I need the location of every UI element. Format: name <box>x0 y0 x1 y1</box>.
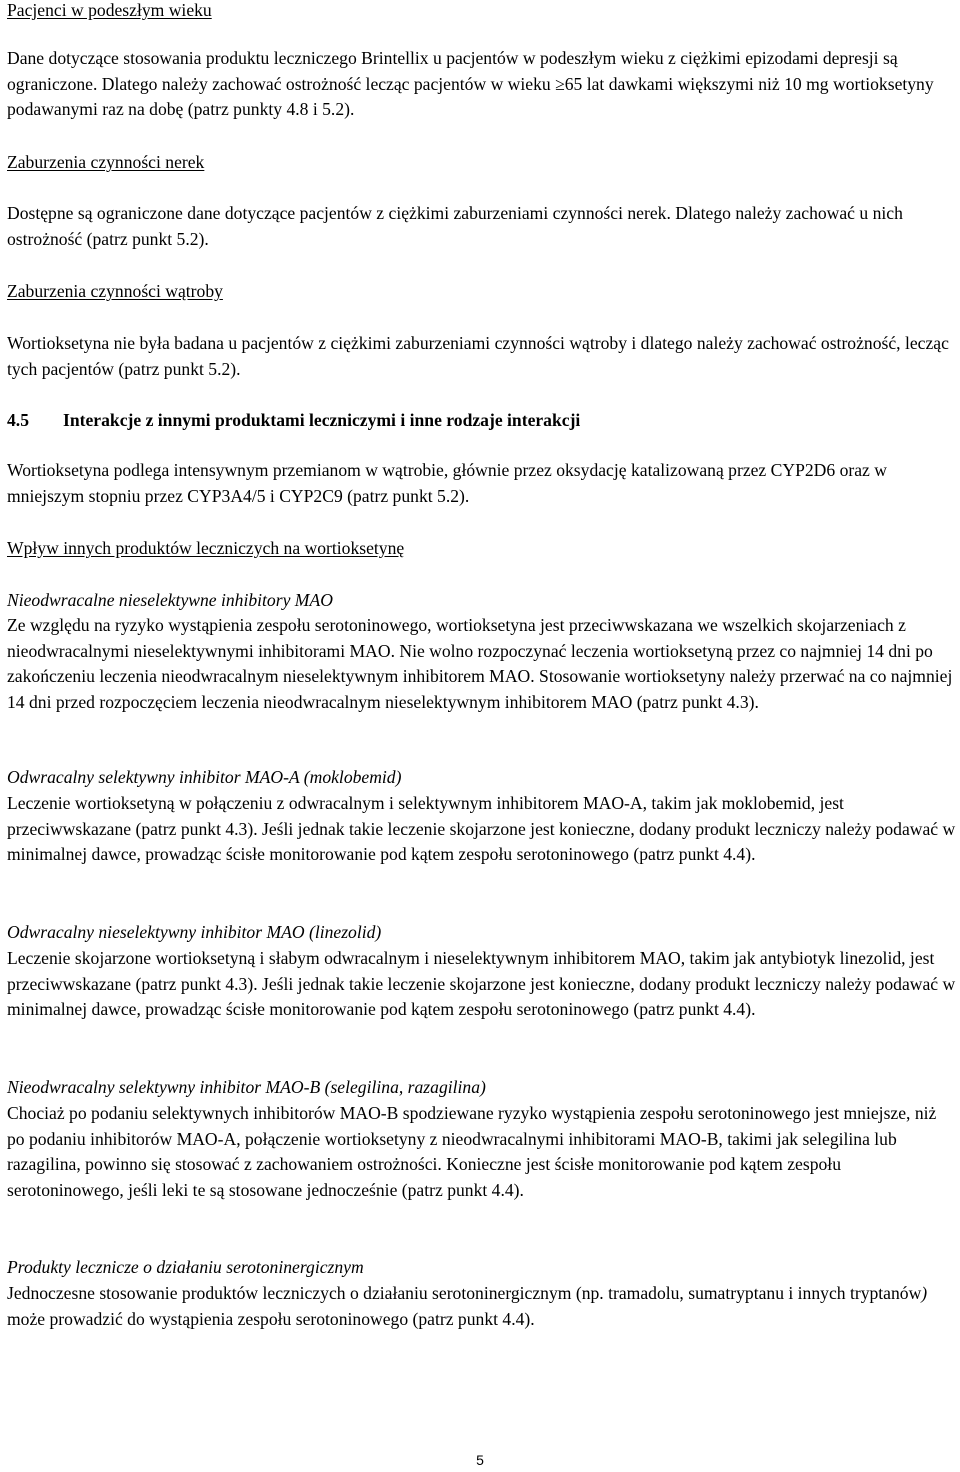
heading-mao-a: Odwracalny selektywny inhibitor MAO-A (moklobemid) <box>7 767 402 787</box>
paragraph-hepatic: Wortioksetyna nie była badana u pacjentów z ciężkimi zaburzeniami czynności wątroby i dlatego należy zachować ostrożność, lecząc tych pacjentów (patrz punkt 5.2). <box>7 333 949 379</box>
paragraph-serotonergic <box>7 1281 957 1332</box>
heading-renal: Zaburzenia czynności nerek <box>7 152 205 172</box>
paragraph-mao-linezolid: Leczenie skojarzone wortioksetyną i słabym odwracalnym i nieselektywnym inhibitorem MAO, takim jak antybiotyk linezolid, jest przeciwwskazane (patrz punkt 4.3). Jeśli jednak takie leczenie skojarzone jest konieczne, dodany produkt leczniczy należy podawać w minimalnej dawce, prowadząc ścisłe monitorowanie pod kątem zespołu serotoninowego (patrz punkt 4.4). <box>7 948 956 1019</box>
heading-influence: Wpływ innych produktów leczniczych na wortioksetynę <box>7 538 405 558</box>
paragraph-interactions: Wortioksetyna podlega intensywnym przemianom w wątrobie, głównie przez oksydację katalizowaną przez CYP2D6 oraz w mniejszym stopniu przez CYP3A4/5 i CYP2C9 (patrz punkt 5.2). <box>7 460 887 506</box>
heading-mao-b: Nieodwracalny selektywny inhibitor MAO-B (selegilina, razagilina) <box>7 1077 486 1097</box>
heading-mao-irreversible: Nieodwracalne nieselektywne inhibitory MAO <box>7 590 333 610</box>
serotonergic-text-italic: ) <box>921 1283 928 1303</box>
heading-serotonergic: Produkty lecznicze o działaniu serotoninergicznym <box>7 1257 364 1277</box>
paragraph-mao-a: Leczenie wortioksetyną w połączeniu z odwracalnym i selektywnym inhibitorem MAO-A, takim jak moklobemid, jest przeciwwskazane (patrz punkt 4.3). Jeśli jednak takie leczenie skojarzone jest konieczne, dodany produkt leczniczy należy podawać w minimalnej dawce, prowadząc ścisłe monitorowanie pod kątem zespołu serotoninowego (patrz punkt 4.4). <box>7 793 956 864</box>
heading-elderly: Pacjenci w podeszłym wieku <box>7 0 212 20</box>
serotonergic-text-start: Jednoczesne stosowanie produktów leczniczych o działaniu serotoninergicznym (np. tramadolu, sumatryptanu i innych tryptanów <box>7 1283 922 1303</box>
page-number: 5 <box>476 1452 484 1468</box>
paragraph-renal: Dostępne są ograniczone dane dotyczące pacjentów z ciężkimi zaburzeniami czynności nerek. Dlatego należy zachować u nich ostrożność (patrz punkt 5.2). <box>7 203 903 249</box>
section-title: Interakcje z innymi produktami leczniczymi i inne rodzaje interakcji <box>63 410 581 430</box>
paragraph-mao-b: Chociaż po podaniu selektywnych inhibitorów MAO-B spodziewane ryzyko wystąpienia zespołu serotoninowego jest mniejsze, niż po podaniu inhibitorów MAO-A, połączenie wortioksetyny z nieodwracalnymi inhibitorami MAO-B, takimi jak selegilina lub razagilina, powinno się stosować z zachowaniem ostrożności. Konieczne jest ścisłe monitorowanie pod kątem zespołu serotoninowego, jeśli leki te są stosowane jednocześnie (patrz punkt 4.4). <box>7 1103 937 1200</box>
heading-mao-linezolid: Odwracalny nieselektywny inhibitor MAO (linezolid) <box>7 922 382 942</box>
paragraph-mao-irreversible: Ze względu na ryzyko wystąpienia zespołu serotoninowego, wortioksetyna jest przeciwwskazana we wszelkich skojarzeniach z nieodwracalnymi nieselektywnymi inhibitorami MAO. Nie wolno rozpoczynać leczenia wortioksetyną przez co najmniej 14 dni po zakończeniu leczenia nieodwracalnym nieselektywnym inhibitorem MAO. Stosowanie wortioksetyny należy przerwać na co najmniej 14 dni przed rozpoczęciem leczenia nieodwracalnym nieselektywnym inhibitorem MAO (patrz punkt 4.3). <box>7 615 953 712</box>
serotonergic-text-end: może prowadzić do wystąpienia zespołu serotoninowego (patrz punkt 4.4). <box>7 1308 535 1329</box>
paragraph-elderly: Dane dotyczące stosowania produktu leczniczego Brintellix u pacjentów w podeszłym wieku z ciężkimi epizodami depresji są ograniczone. Dlatego należy zachować ostrożność lecząc pacjentów w wieku ≥65 lat dawkami większymi niż 10 mg wortioksetyny podawanymi raz na dobę (patrz punkty 4.8 i 5.2). <box>7 48 934 119</box>
heading-hepatic: Zaburzenia czynności wątroby <box>7 281 223 301</box>
section-number: 4.5 <box>7 410 29 430</box>
section-heading-4-5 <box>7 408 957 434</box>
